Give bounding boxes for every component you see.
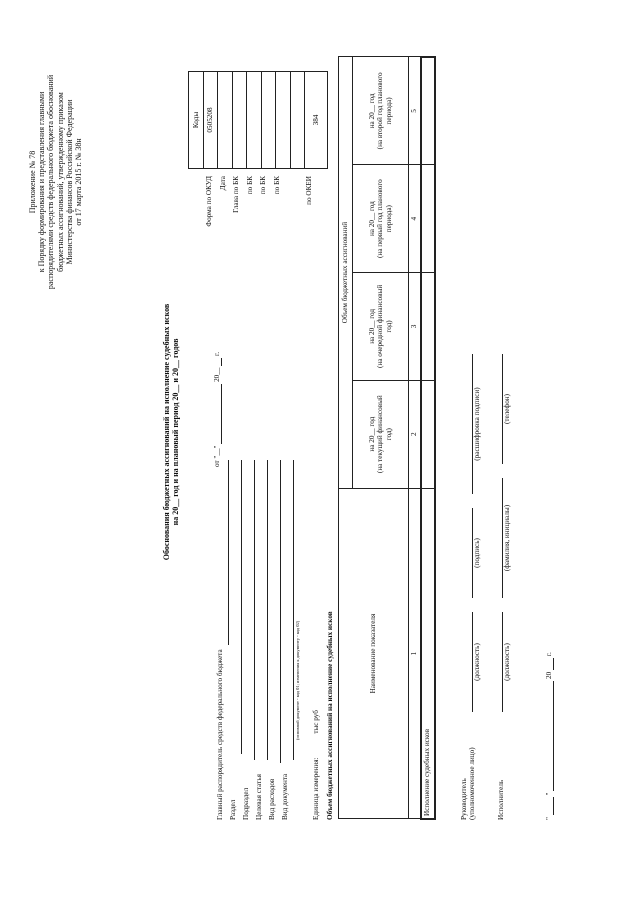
code-okei: 384 (305, 72, 328, 169)
date-year-blank (213, 358, 222, 366)
header-col-next (353, 273, 409, 381)
header-budget-volume: Объем бюджетных ассигнований (339, 57, 353, 488)
sign-date-day-blank (545, 797, 554, 815)
code-blank (290, 72, 305, 169)
field-doc-type-label: Вид документа (281, 773, 289, 820)
code-okud: 0505208 (203, 72, 218, 169)
col-next-desc: (на очередной финансовый (376, 284, 385, 368)
exec-phone-line (490, 354, 503, 464)
field-main-manager (216, 460, 229, 820)
appendix-line: к Порядку формирования и представления главными (37, 91, 47, 273)
field-target-article-blank (255, 460, 268, 760)
col-current-desc: (на текущий финансовый (376, 395, 385, 474)
code-bk-3 (276, 72, 291, 169)
head-label-line1: Руководитель (460, 778, 468, 820)
fields-block (216, 460, 325, 820)
sign-date-year-blank (545, 658, 554, 670)
row-value-next[interactable] (421, 273, 435, 381)
col-plan1-year: на 20__ год (368, 201, 377, 237)
col-number-5: 5 (409, 57, 421, 165)
head-position-line (460, 612, 473, 712)
head-label-line2: (уполномоченное лицо) (468, 747, 477, 820)
header-indicator-name: Наименование показателя (339, 488, 409, 819)
head-position-block (460, 612, 481, 712)
codes-header: Коды (189, 72, 204, 169)
field-subsection (242, 460, 255, 820)
date-month-blank (213, 384, 222, 444)
label-bk-2: по БК (259, 176, 267, 195)
table-row (421, 57, 435, 819)
rotated-form-sheet (20, 42, 620, 862)
exec-name-block (490, 478, 511, 598)
label-blank (284, 176, 298, 272)
col-next-desc-2: год) (384, 320, 393, 333)
exec-position-line (490, 612, 503, 712)
label-bk-1: по БК (245, 176, 254, 195)
doc-type-hint: (основной документ - код 01; изменения к документу - код 02) (295, 620, 300, 740)
head-decoding-caption: (расшифровка подписи) (473, 387, 481, 461)
col-number-4: 4 (409, 165, 421, 273)
exec-phone-caption: (телефон) (503, 393, 511, 425)
title-line-2: на 20__ год и на плановый период 20__ и 20__ годов (171, 338, 181, 526)
col-plan2-desc: (на второй год планового (376, 72, 385, 150)
head-position-caption: (должность) (473, 643, 481, 681)
appendix-line: бюджетных ассигнований, утвержденному приказом (55, 92, 65, 272)
field-expense-type (268, 460, 281, 820)
field-expense-type-blank (268, 460, 281, 763)
section-title: Объем бюджетных ассигнований на исполнение судебных исков (326, 611, 334, 820)
codes-table (188, 71, 328, 169)
label-okei: по ОКЕИ (304, 176, 313, 205)
label-bk-3: по БК (272, 176, 281, 195)
sign-date-suffix: г. (545, 652, 553, 657)
col-plan1-desc: (на первый год планового (376, 179, 385, 258)
col-plan2-year: на 20__ год (368, 93, 377, 129)
col-number-3: 3 (409, 273, 421, 381)
exec-position-caption: (должность) (503, 643, 511, 681)
field-main-manager-label: Главный распорядитель средств федерального бюджета (216, 649, 224, 820)
appendix-block (28, 57, 83, 307)
head-decoding-block (460, 354, 481, 494)
header-col-plan1 (353, 165, 409, 273)
appendix-line: Министерства финансов Российской Федерации (64, 99, 74, 265)
head-decoding-line (460, 354, 473, 494)
date-prefix: от "__" (213, 445, 221, 467)
exec-phone-block (490, 354, 511, 464)
code-bk-2 (261, 72, 276, 169)
header-col-current (353, 380, 409, 488)
exec-position-block (490, 612, 511, 712)
field-main-manager-blank (216, 460, 229, 645)
field-unit (312, 460, 325, 820)
appendix-line: от 17 марта 2015 г. № 38н (73, 138, 83, 226)
row-value-current[interactable] (421, 380, 435, 488)
field-section-blank (229, 460, 242, 754)
label-date: Дата (218, 176, 227, 191)
col-current-year: на 20__ год (368, 416, 377, 452)
code-bk-1 (247, 72, 262, 169)
label-chapter: Глава по БК (232, 176, 240, 213)
field-target-article-label: Целевая статья (255, 774, 263, 820)
field-unit-label: Единица измерения: (312, 757, 321, 820)
field-doc-type (281, 460, 294, 820)
col-number-2: 2 (409, 380, 421, 488)
col-plan1-desc-2: периода) (384, 205, 393, 233)
sign-date-month-blank (545, 681, 554, 791)
field-doc-type-blank (281, 460, 294, 760)
head-signature-caption: (подпись) (473, 538, 481, 568)
col-current-desc-2: год) (384, 428, 393, 441)
sign-date-open: " (545, 817, 553, 820)
sign-date-year: 20 (545, 671, 553, 679)
col-plan2-desc-2: периода) (384, 97, 393, 125)
date-year: 20__ (213, 367, 221, 382)
field-unit-value: тыс руб (312, 710, 321, 734)
label-okud: Форма по ОКУД (205, 176, 213, 227)
signature-head-label (460, 710, 477, 820)
field-subsection-label: Подраздел (242, 787, 250, 820)
head-signature-block (460, 508, 481, 598)
executor-label: Исполнитель (497, 779, 505, 820)
col-number-1: 1 (409, 488, 421, 819)
sign-date (545, 560, 554, 820)
title-line-1: Обоснования бюджетных ассигнований на исполнение судебных исков (162, 303, 171, 561)
codes-labels (203, 176, 320, 272)
code-chapter (232, 72, 247, 169)
main-table-block (338, 56, 436, 820)
document-title (162, 232, 180, 632)
head-signature-line (460, 508, 473, 598)
code-date (218, 72, 233, 169)
main-table (338, 56, 436, 820)
field-subsection-blank (242, 460, 255, 760)
header-col-plan2 (353, 57, 409, 165)
appendix-title: Приложение № 78 (28, 150, 37, 214)
row-name: Исполнение судебных исков (421, 488, 435, 819)
appendix-line: распорядителями средств федерального бюджета обоснований (46, 74, 56, 290)
field-target-article (255, 460, 268, 820)
field-section (229, 460, 242, 820)
date-suffix: г. (213, 352, 221, 356)
col-next-year: на 20__ год (368, 308, 377, 344)
row-value-plan2[interactable] (421, 57, 435, 165)
field-expense-type-label: Вид расходов (268, 778, 276, 820)
row-value-plan1[interactable] (421, 165, 435, 273)
codes-block (188, 71, 328, 169)
exec-name-line (490, 478, 503, 598)
exec-name-caption: (фамилия, инициалы) (503, 504, 511, 572)
field-section-label: Раздел (229, 799, 237, 820)
sign-date-close: " (545, 792, 553, 796)
